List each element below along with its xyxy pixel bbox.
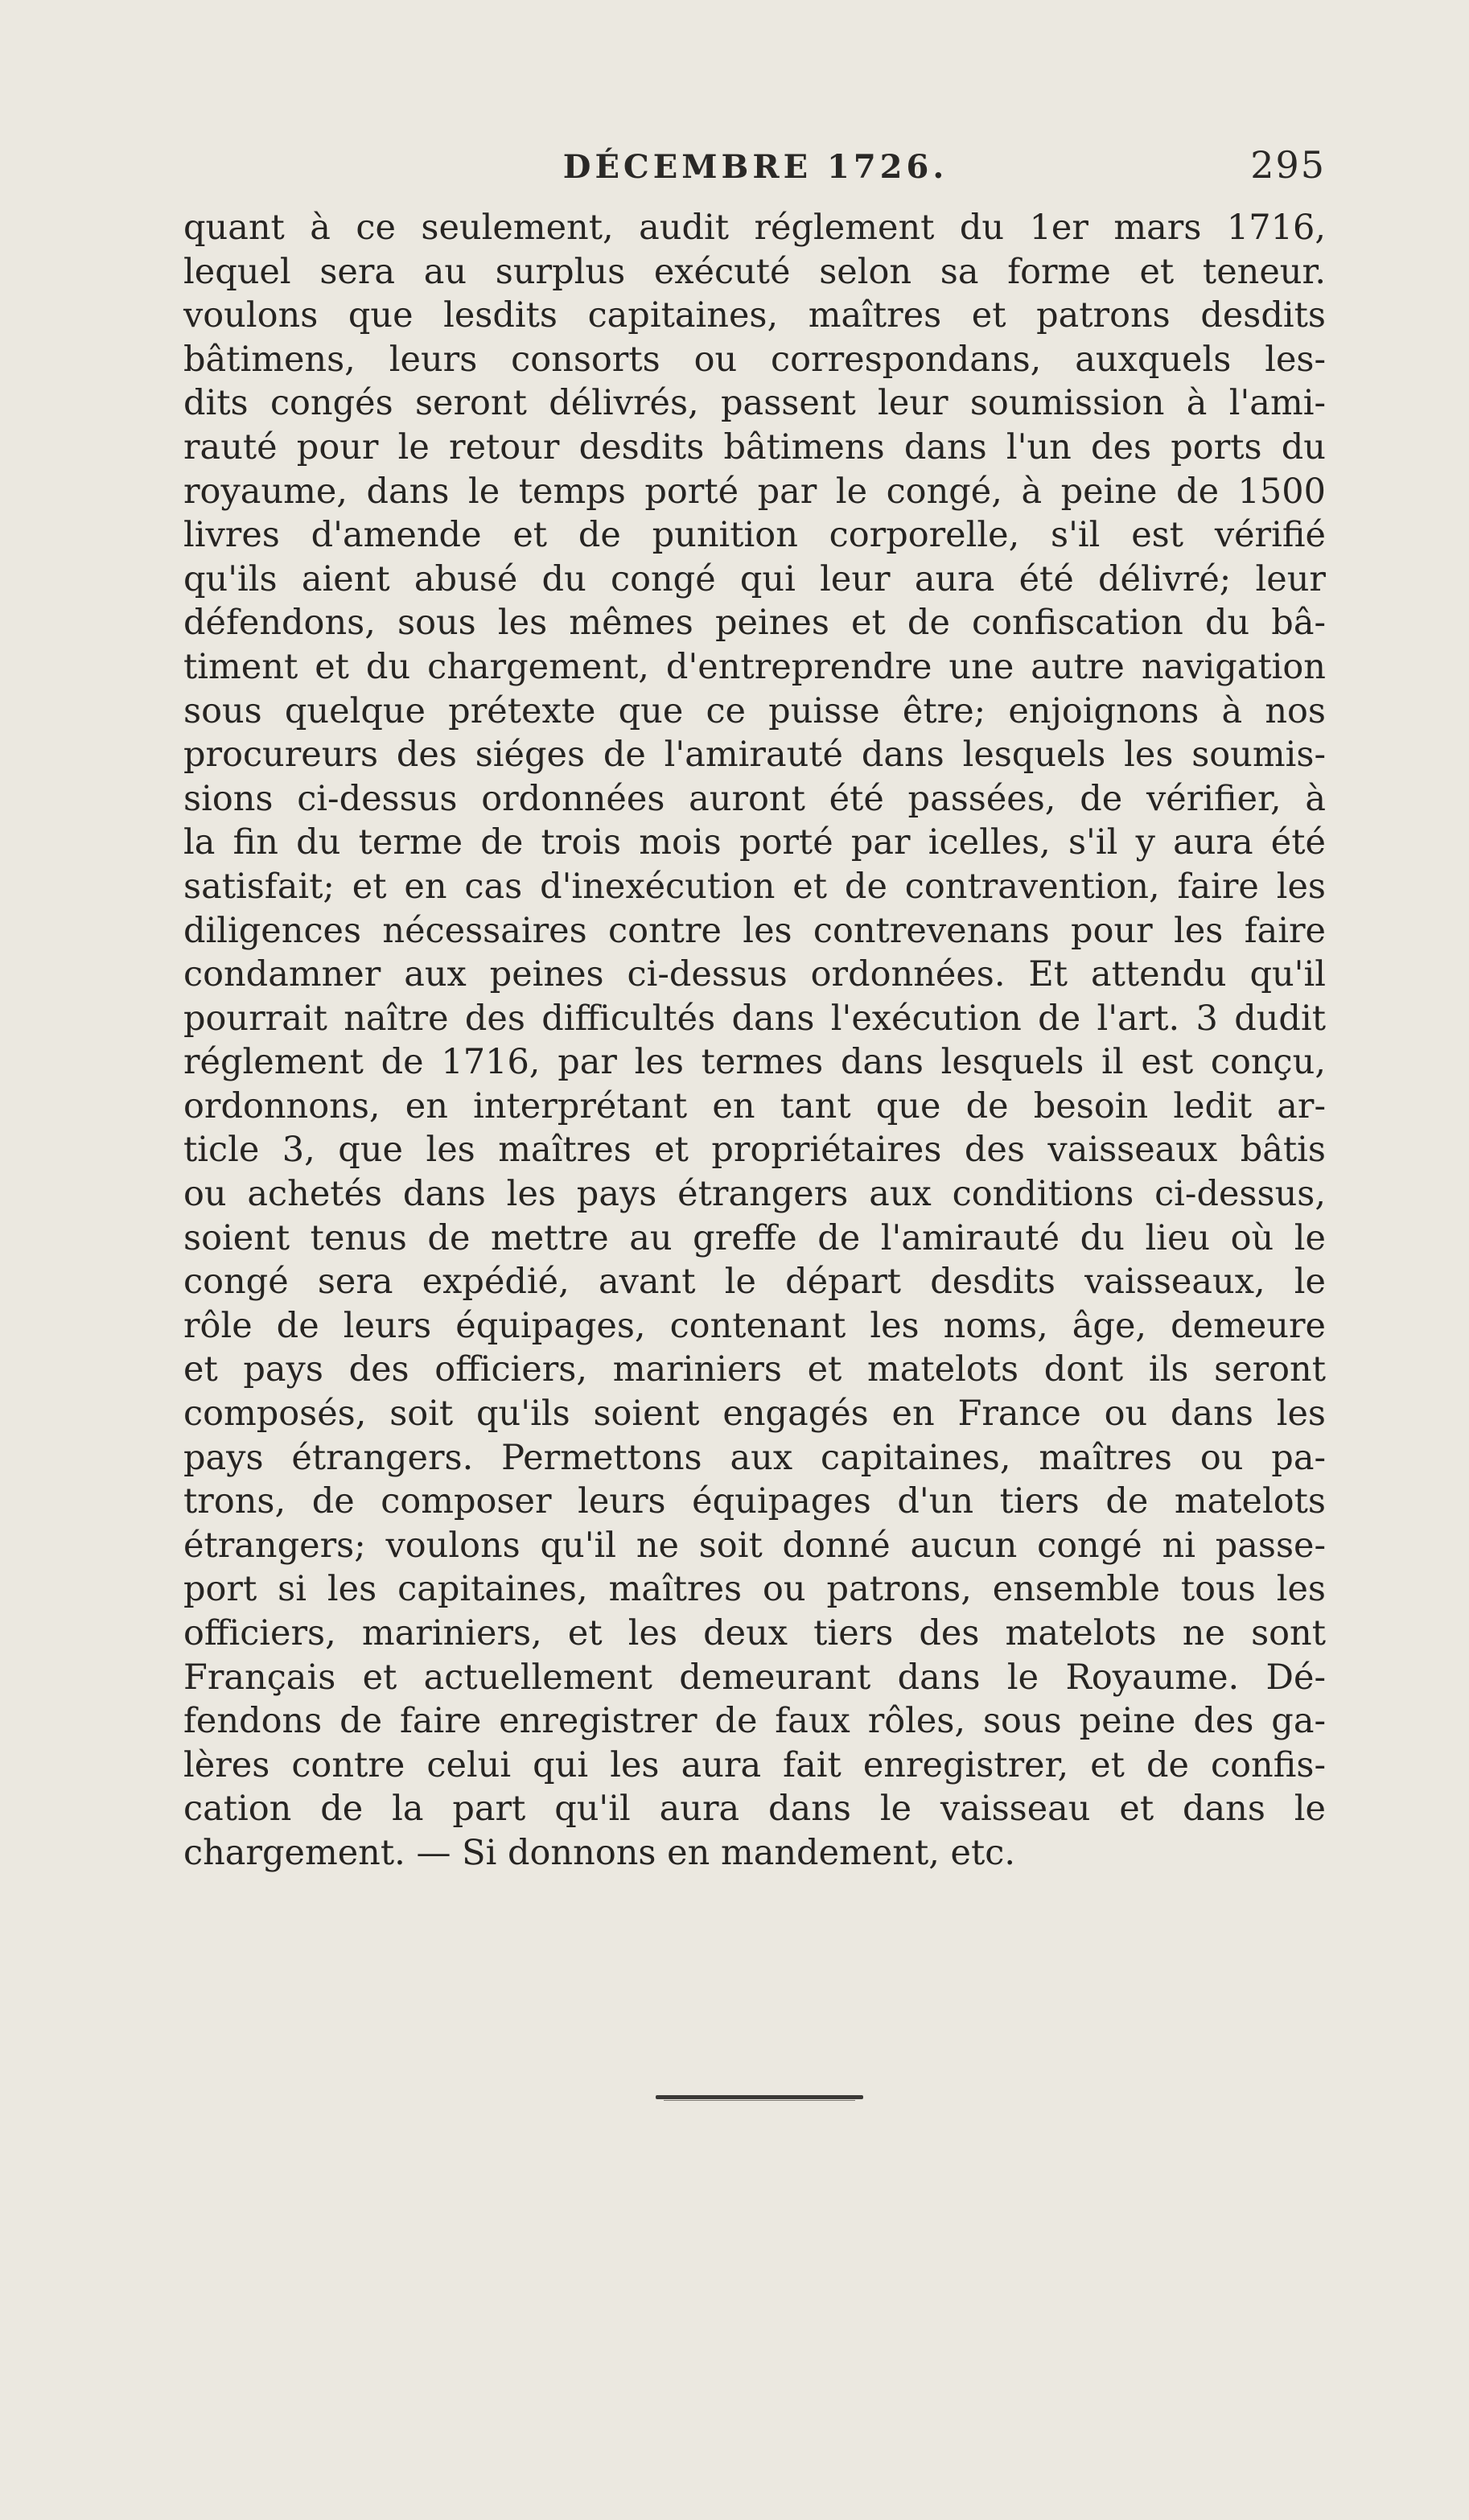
text-line: composés, soit qu'ils soient engagés en France ou dans les xyxy=(183,1394,1326,1435)
text-line: satisfait; et en cas d'inexécution et de contravention, faire les xyxy=(183,866,1326,907)
text-line: condamner aux peines ci-dessus ordonnées. Et attendu qu'il xyxy=(183,954,1326,995)
end-rule xyxy=(656,2095,863,2099)
text-line: qu'ils aient abusé du congé qui leur aura été délivré; leur xyxy=(183,558,1326,599)
text-line: ticle 3, que les maîtres et propriétaires des vaisseaux bâtis xyxy=(183,1130,1326,1171)
text-line: cation de la part qu'il aura dans le vaisseau et dans le xyxy=(183,1789,1326,1830)
text-line: officiers, mariniers, et les deux tiers des matelots ne sont xyxy=(183,1613,1326,1653)
text-line: diligences nécessaires contre les contrevenans pour les faire xyxy=(183,910,1326,951)
text-line: sions ci-dessus ordonnées auront été passées, de vérifier, à xyxy=(183,778,1326,819)
text-line: port si les capitaines, maîtres ou patrons, ensemble tous les xyxy=(183,1569,1326,1610)
text-line: voulons que lesdits capitaines, maîtres et patrons desdits xyxy=(183,295,1326,336)
text-line: la fin du terme de trois mois porté par icelles, s'il y aura été xyxy=(183,822,1326,863)
text-line: sous quelque prétexte que ce puisse être; enjoignons à nos xyxy=(183,690,1326,731)
text-line: bâtimens, leurs consorts ou correspondans, auxquels les- xyxy=(183,339,1326,380)
text-line: rauté pour le retour desdits bâtimens dans l'un des ports du xyxy=(183,426,1326,467)
text-line: quant à ce seulement, audit réglement du 1er mars 1716, xyxy=(183,208,1326,248)
text-line: trons, de composer leurs équipages d'un tiers de matelots xyxy=(183,1481,1326,1522)
text-line: pays étrangers. Permettons aux capitaines, maîtres ou pa- xyxy=(183,1437,1326,1478)
text-line: livres d'amende et de punition corporelle, s'il est vérifié xyxy=(183,515,1326,556)
text-line: réglement de 1716, par les termes dans lesquels il est conçu, xyxy=(183,1042,1326,1083)
text-line: congé sera expédié, avant le départ desdits vaisseaux, le xyxy=(183,1262,1326,1303)
page-header xyxy=(185,143,1326,191)
text-line: pourrait naître des difficultés dans l'exécution de l'art. 3 dudit xyxy=(183,998,1326,1039)
text-line: soient tenus de mettre au greffe de l'amirauté du lieu où le xyxy=(183,1217,1326,1258)
text-line: défendons, sous les mêmes peines et de confiscation du bâ- xyxy=(183,603,1326,644)
text-line: dits congés seront délivrés, passent leur soumission à l'ami- xyxy=(183,383,1326,424)
text-line: et pays des officiers, mariniers et matelots dont ils seront xyxy=(183,1349,1326,1390)
text-line: lequel sera au surplus exécuté selon sa forme et teneur. xyxy=(183,251,1326,292)
page-number: 295 xyxy=(1250,143,1326,187)
text-line: rôle de leurs équipages, contenant les noms, âge, demeure xyxy=(183,1305,1326,1346)
text-line: procureurs des siéges de l'amirauté dans lesquels les soumis- xyxy=(183,735,1326,776)
text-line: timent et du chargement, d'entreprendre une autre navigation xyxy=(183,646,1326,687)
text-line: ou achetés dans les pays étrangers aux conditions ci-dessus, xyxy=(183,1174,1326,1215)
body-text xyxy=(183,206,1326,1876)
text-line: lères contre celui qui les aura fait enregistrer, et de confis- xyxy=(183,1744,1326,1785)
text-line: chargement. — Si donnons en mandement, etc. xyxy=(183,1832,1016,1873)
text-line: étrangers; voulons qu'il ne soit donné aucun congé ni passe- xyxy=(183,1525,1326,1566)
text-line: Français et actuellement demeurant dans le Royaume. Dé- xyxy=(183,1657,1326,1698)
text-line: royaume, dans le temps porté par le congé, à peine de 1500 xyxy=(183,471,1326,512)
text-line: fendons de faire enregistrer de faux rôles, sous peine des ga- xyxy=(183,1701,1326,1742)
running-title: DÉCEMBRE 1726. xyxy=(562,148,948,186)
text-line: ordonnons, en interprétant en tant que de besoin ledit ar- xyxy=(183,1085,1326,1126)
